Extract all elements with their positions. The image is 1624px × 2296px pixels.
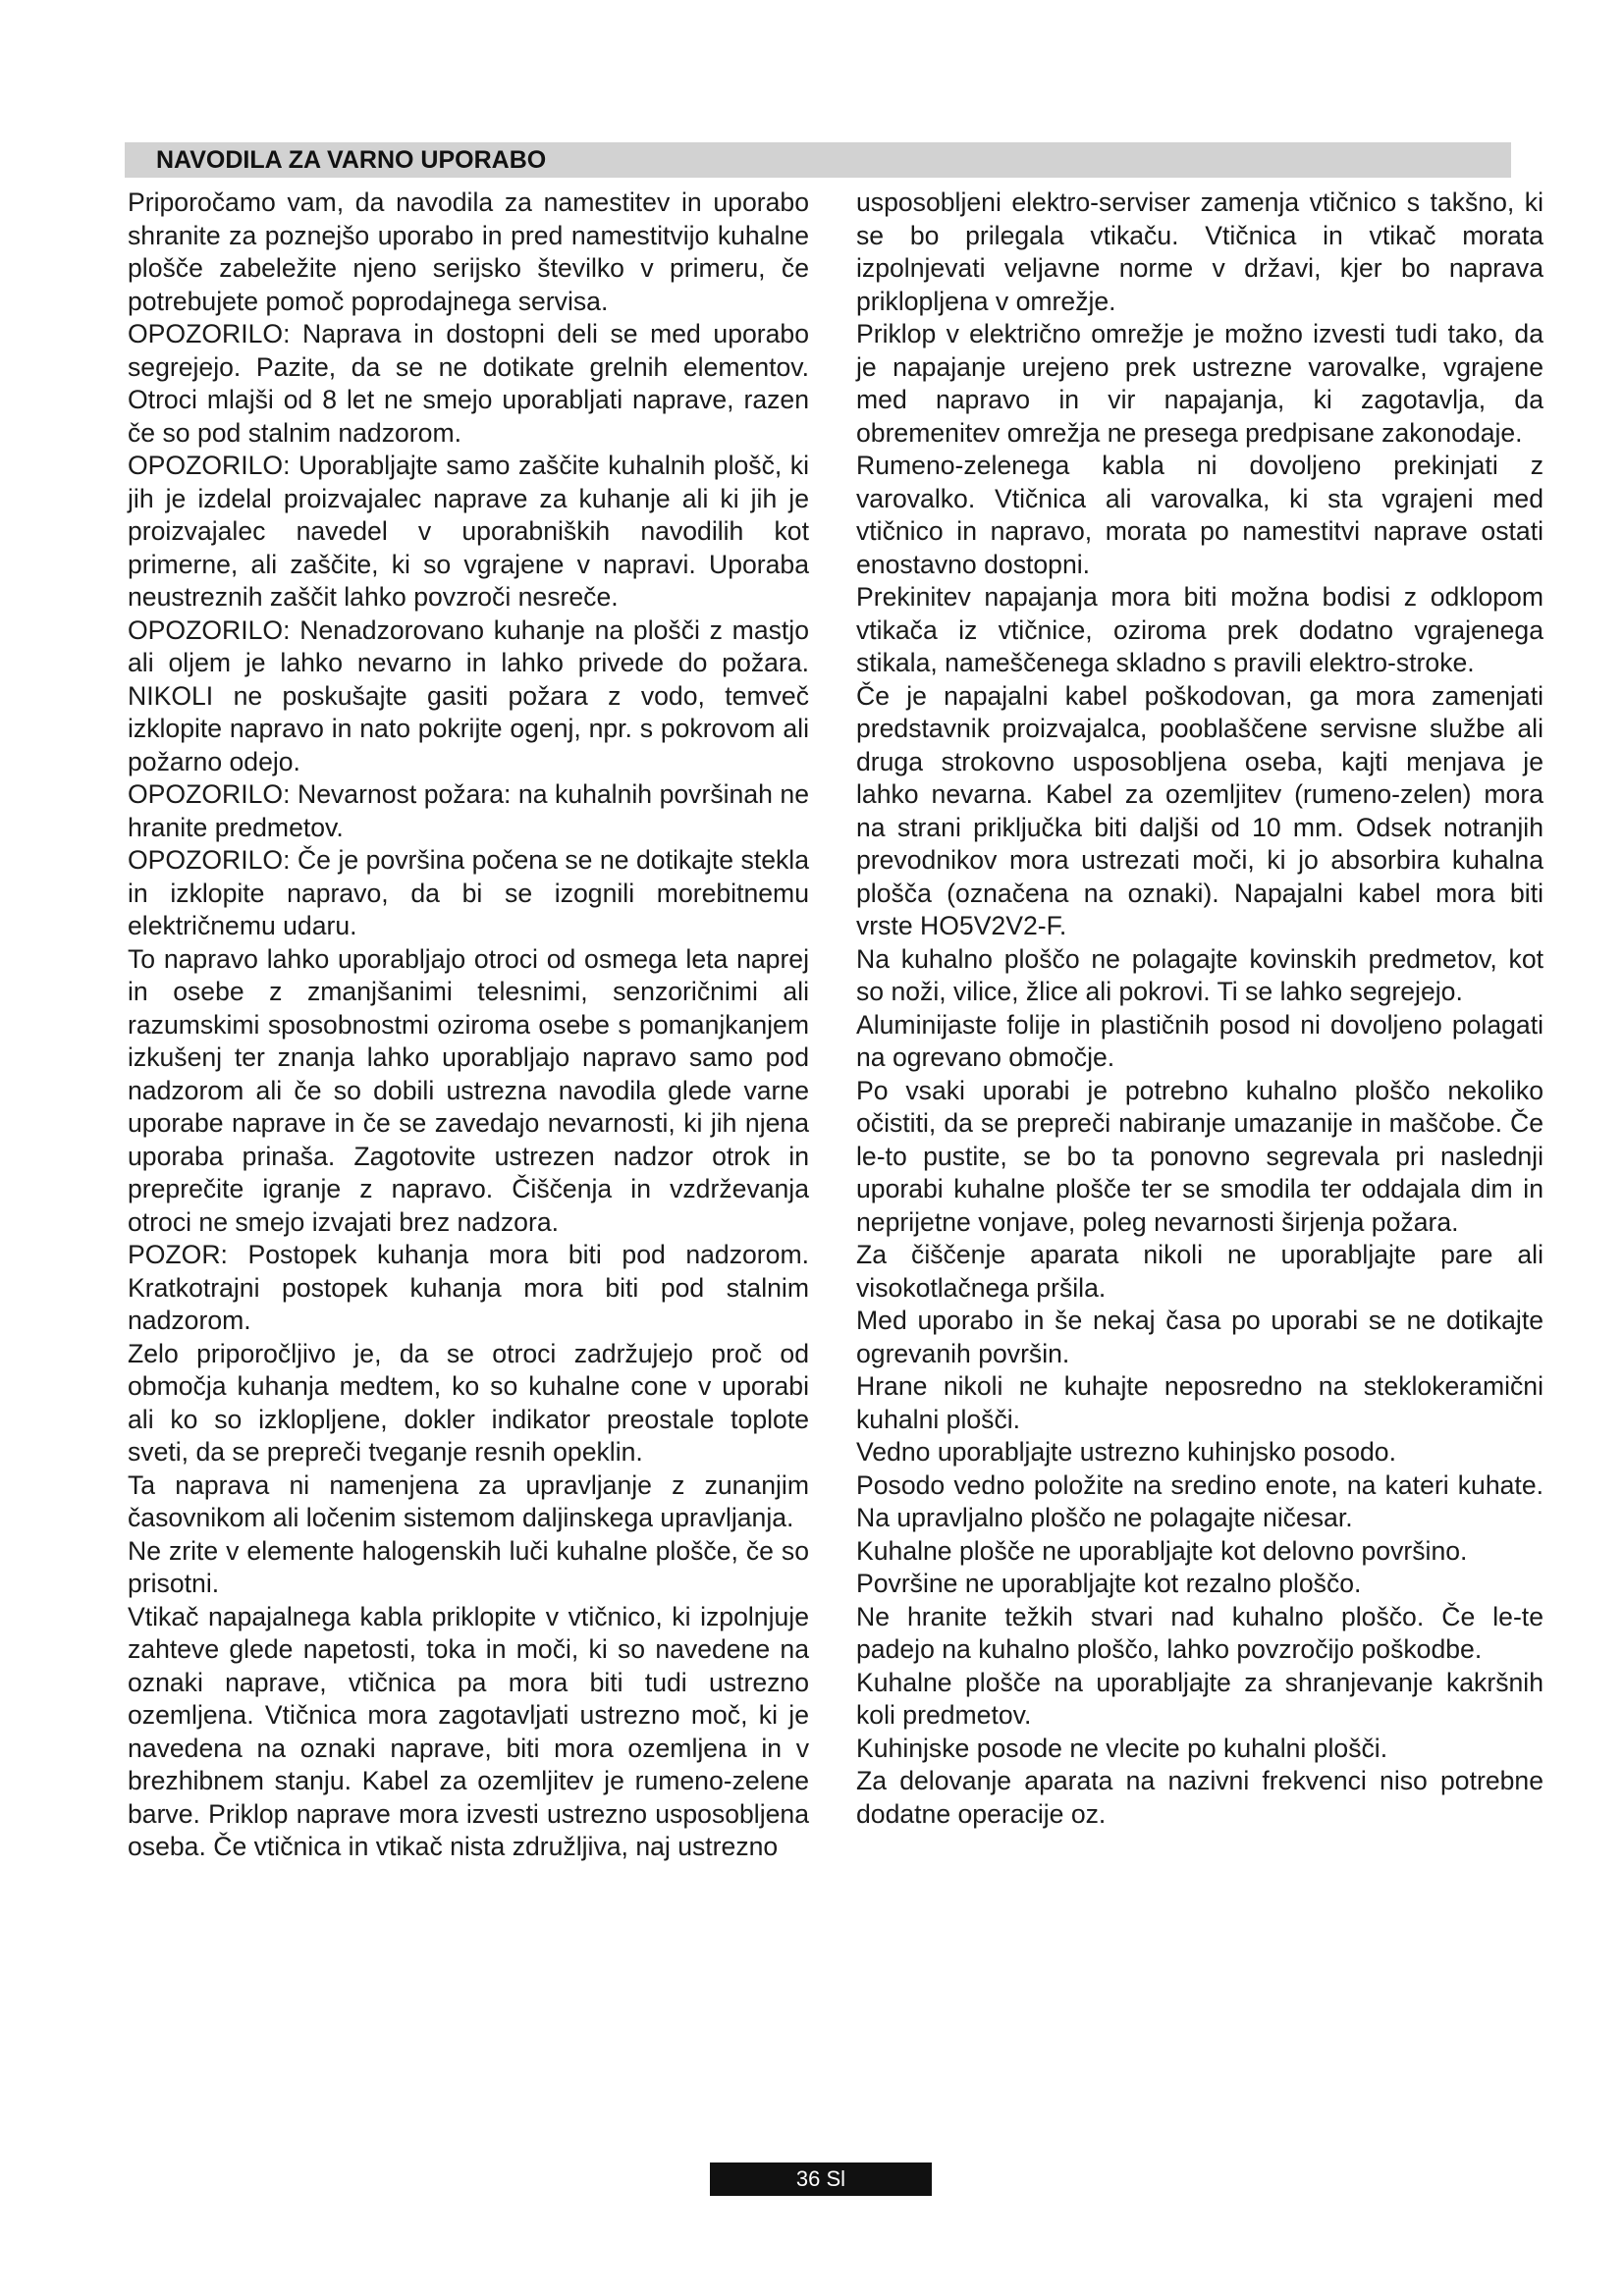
paragraph: Če je napajalni kabel poškodovan, ga mora zamenjati predstavnik proizvajalca, pooblaščene servisne službe ali druga strokovno usposobljena oseba, kajti menjava je lahko nevarna. Kabel za ozemljitev (rumeno-zelen) mora na strani priključka biti daljši od 10 mm. Odsek notranjih prevodnikov mora ustrezati moči, ki jo absorbira kuhalna plošča (označena na oznaki). Napajalni kabel mora biti vrste HO5V2V2-F. xyxy=(856,680,1543,940)
paragraph: OPOZORILO: Nevarnost požara: na kuhalnih površinah ne hranite predmetov. xyxy=(128,779,809,842)
left-text-column xyxy=(128,187,809,1864)
paragraph: Za čiščenje aparata nikoli ne uporabljajte pare ali visokotlačnega pršila. xyxy=(856,1240,1543,1303)
paragraph: Na kuhalno ploščo ne polagajte kovinskih predmetov, kot so noži, vilice, žlice ali pokrovi. Ti se lahko segrejejo. xyxy=(856,943,1543,1006)
paragraph: Za delovanje aparata na nazivni frekvenci niso potrebne dodatne operacije oz. xyxy=(856,1766,1543,1829)
paragraph: Posodo vedno položite na sredino enote, na kateri kuhate. Na upravljalno ploščo ne polagajte ničesar. xyxy=(856,1469,1543,1532)
paragraph: Med uporabo in še nekaj časa po uporabi se ne dotikajte ogrevanih površin. xyxy=(856,1306,1543,1368)
paragraph: OPOZORILO: Nenadzorovano kuhanje na plošči z mastjo ali oljem je lahko nevarno in lahko privede do požara. NIKOLI ne poskušajte gasiti požara z vodo, temveč izklopite napravo in nato pokrijte ogenj, npr. s pokrovom ali požarno odejo. xyxy=(128,614,809,776)
paragraph: Površine ne uporabljajte kot rezalno ploščo. xyxy=(856,1569,1362,1598)
paragraph: OPOZORILO: Naprava in dostopni deli se med uporabo segrejejo. Pazite, da se ne dotikate grelnih elementov. Otroci mlajši od 8 let ne smejo uporabljati naprave, razen če so pod stalnim nadzorom. xyxy=(128,319,809,448)
paragraph: Kuhalne plošče na uporabljajte za shranjevanje kakršnih koli predmetov. xyxy=(856,1667,1543,1730)
paragraph: Ne hranite težkih stvari nad kuhalno ploščo. Če le-te padejo na kuhalno ploščo, lahko povzročijo poškodbe. xyxy=(856,1601,1543,1664)
paragraph: Po vsaki uporabi je potrebno kuhalno ploščo nekoliko očistiti, da se prepreči nabiranje umazanije in maščobe. Če le-to pustite, se bo ta ponovno segrevala pri naslednji uporabi kuhalne plošče ter se smodila ter oddajala dim in neprijetne vonjave, poleg nevarnosti širjenja požara. xyxy=(856,1075,1543,1237)
paragraph: To napravo lahko uporabljajo otroci od osmega leta naprej in osebe z zmanjšanimi telesnimi, senzoričnimi ali razumskimi sposobnostmi oziroma osebe s pomanjkanjem izkušenj ter znanja lahko uporabljajo napravo samo pod nadzorom ali če so dobili ustrezna navodila glede varne uporabe naprave in če se zavedajo nevarnosti, ki jih njena uporaba prinaša. Zagotovite ustrezen nadzor otrok in preprečite igranje z napravo. Čiščenja in vzdrževanja otroci ne smejo izvajati brez nadzora. xyxy=(128,943,809,1237)
paragraph: POZOR: Postopek kuhanja mora biti pod nadzorom. Kratkotrajni postopek kuhanja mora biti pod stalnim nadzorom. xyxy=(128,1240,809,1335)
paragraph: Priporočamo vam, da navodila za namestitev in uporabo shranite za poznejšo uporabo in pred namestitvijo kuhalne plošče zabeležite njeno serijsko številko v primeru, če potrebujete pomoč poprodajnega servisa. xyxy=(128,187,809,316)
paragraph: Rumeno-zelenega kabla ni dovoljeno prekinjati z varovalko. Vtičnica ali varovalka, ki sta vgrajeni med vtičnico in napravo, morata po namestitvi naprave ostati enostavno dostopni. xyxy=(856,451,1543,579)
paragraph: Zelo priporočljivo je, da se otroci zadržujejo proč od območja kuhanja medtem, ko so kuhalne cone v uporabi ali ko so izklopljene, dokler indikator preostale toplote sveti, da se prepreči tveganje resnih opeklin. xyxy=(128,1338,809,1467)
paragraph: usposobljeni elektro-serviser zamenja vtičnico s takšno, ki se bo prilegala vtikaču. Vtičnica in vtikač morata izpolnjevati veljavne norme v državi, kjer bo naprava priklopljena v omrežje. xyxy=(856,187,1543,316)
paragraph: Ne zrite v elemente halogenskih luči kuhalne plošče, če so prisotni. xyxy=(128,1535,809,1598)
paragraph: Prekinitev napajanja mora biti možna bodisi z odklopom vtikača iz vtičnice, oziroma prek dodatno vgrajenega stikala, nameščenega skladno s pravili elektro-stroke. xyxy=(856,582,1543,677)
paragraph: OPOZORILO: Če je površina počena se ne dotikajte stekla in izklopite napravo, da bi se izognili morebitnemu električnemu udaru. xyxy=(128,845,809,940)
paragraph: Aluminijaste folije in plastičnih posod ni dovoljeno polagati na ogrevano območje. xyxy=(856,1009,1543,1072)
paragraph: Kuhinjske posode ne vlecite po kuhalni plošči. xyxy=(856,1733,1388,1763)
paragraph: Priklop v električno omrežje je možno izvesti tudi tako, da je napajanje urejeno prek ustrezne varovalke, vgrajene med napravo in vir napajanja, ki zagotavlja, da obremenitev omrežja ne presega predpisane zakonodaje. xyxy=(856,319,1543,448)
paragraph: Kuhalne plošče ne uporabljajte kot delovno površino. xyxy=(856,1535,1468,1566)
paragraph: Vedno uporabljajte ustrezno kuhinjsko posodo. xyxy=(856,1437,1396,1467)
paragraph: OPOZORILO: Uporabljajte samo zaščite kuhalnih plošč, ki jih je izdelal proizvajalec naprave za kuhanje ali ki jih je proizvajalec navedel v uporabniških navodilih kot primerne, ali zaščite, ki so vgrajene v napravi. Uporaba neustreznih zaščit lahko povzroči nesreče. xyxy=(128,451,809,612)
paragraph: Ta naprava ni namenjena za upravljanje z zunanjim časovnikom ali ločenim sistemom daljinskega upravljanja. xyxy=(128,1469,809,1532)
paragraph: Hrane nikoli ne kuhajte neposredno na steklokeramični kuhalni plošči. xyxy=(856,1371,1543,1434)
paragraph: Vtikač napajalnega kabla priklopite v vtičnico, ki izpolnjuje zahteve glede napetosti, toka in moči, ki so navedene na oznaki naprave, vtičnica pa mora biti tudi ustrezno ozemljena. Vtičnica mora zagotavljati ustrezno moč, ki je navedena na oznaki naprave, biti mora ozemljena in v brezhibnem stanju. Kabel za ozemljitev je rumeno-zelene barve. Priklop naprave mora izvesti ustrezno usposobljena oseba. Če vtičnica in vtikač nista združljiva, naj ustrezno xyxy=(128,1601,809,1861)
page-number: 36 Sl xyxy=(710,2163,932,2196)
right-text-column xyxy=(856,187,1543,1831)
section-title: NAVODILA ZA VARNO UPORABO xyxy=(125,142,1511,178)
